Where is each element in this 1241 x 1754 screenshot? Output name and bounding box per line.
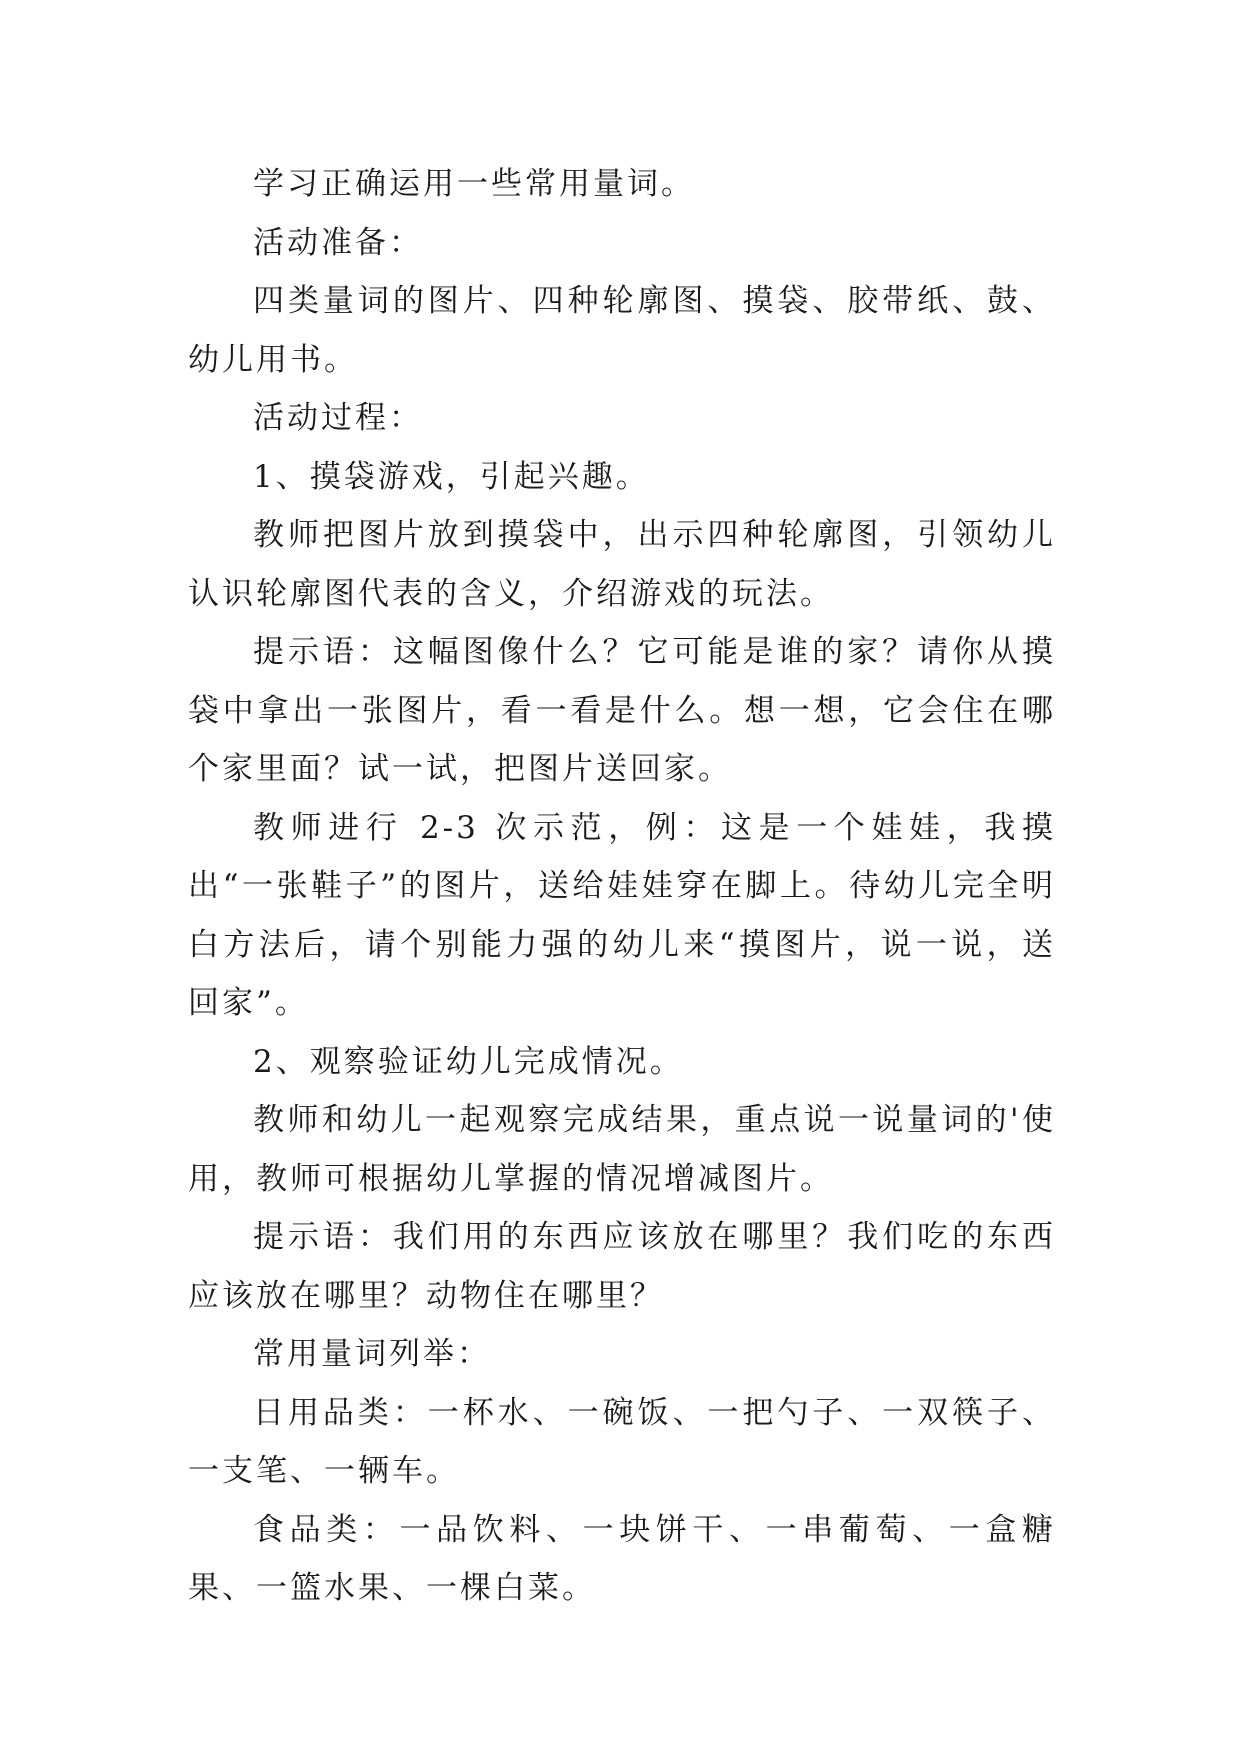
paragraph-step-1-intro: 教师把图片放到摸袋中，出示四种轮廓图，引领幼儿认识轮廓图代表的含义，介绍游戏的玩法。 xyxy=(188,517,1056,612)
paragraph-materials: 四类量词的图片、四种轮廓图、摸袋、胶带纸、鼓、幼儿用书。 xyxy=(188,283,1056,378)
step-2-heading: 2、观察验证幼儿完成情况。 xyxy=(253,1043,684,1080)
heading-measure-words: 常用量词列举： xyxy=(253,1336,491,1372)
paragraph-demo: 教师进行 2-3 次示范，例：这是一个娃娃，我摸出“一张鞋子”的图片，送给娃娃穿在脚上。待幼儿完全明白方法后，请个别能力强的幼儿来“摸图片，说一说，送回家”。 xyxy=(188,809,1056,1021)
document-body xyxy=(188,155,1056,1618)
paragraph-food-items: 食品类：一品饮料、一块饼干、一串葡萄、一盒糖果、一篮水果、一棵白菜。 xyxy=(188,1511,1056,1606)
step-1-heading: 1、摸袋游戏，引起兴趣。 xyxy=(253,458,650,495)
heading-process: 活动过程： xyxy=(253,400,423,436)
paragraph-goal: 学习正确运用一些常用量词。 xyxy=(253,166,695,202)
heading-preparation: 活动准备： xyxy=(253,224,423,261)
paragraph-prompt-2: 提示语：我们用的东西应该放在哪里？我们吃的东西应该放在哪里？动物住在哪里？ xyxy=(188,1219,1056,1314)
paragraph-step-2: 教师和幼儿一起观察完成结果，重点说一说量词的'使用，教师可根据幼儿掌握的情况增减图片。 xyxy=(188,1102,1056,1197)
paragraph-daily-items: 日用品类：一杯水、一碗饭、一把勺子、一双筷子、一支笔、一辆车。 xyxy=(188,1394,1056,1489)
paragraph-prompt-1: 提示语：这幅图像什么？它可能是谁的家？请你从摸袋中拿出一张图片，看一看是什么。想一想，它会住在哪个家里面？试一试，把图片送回家。 xyxy=(188,634,1056,787)
